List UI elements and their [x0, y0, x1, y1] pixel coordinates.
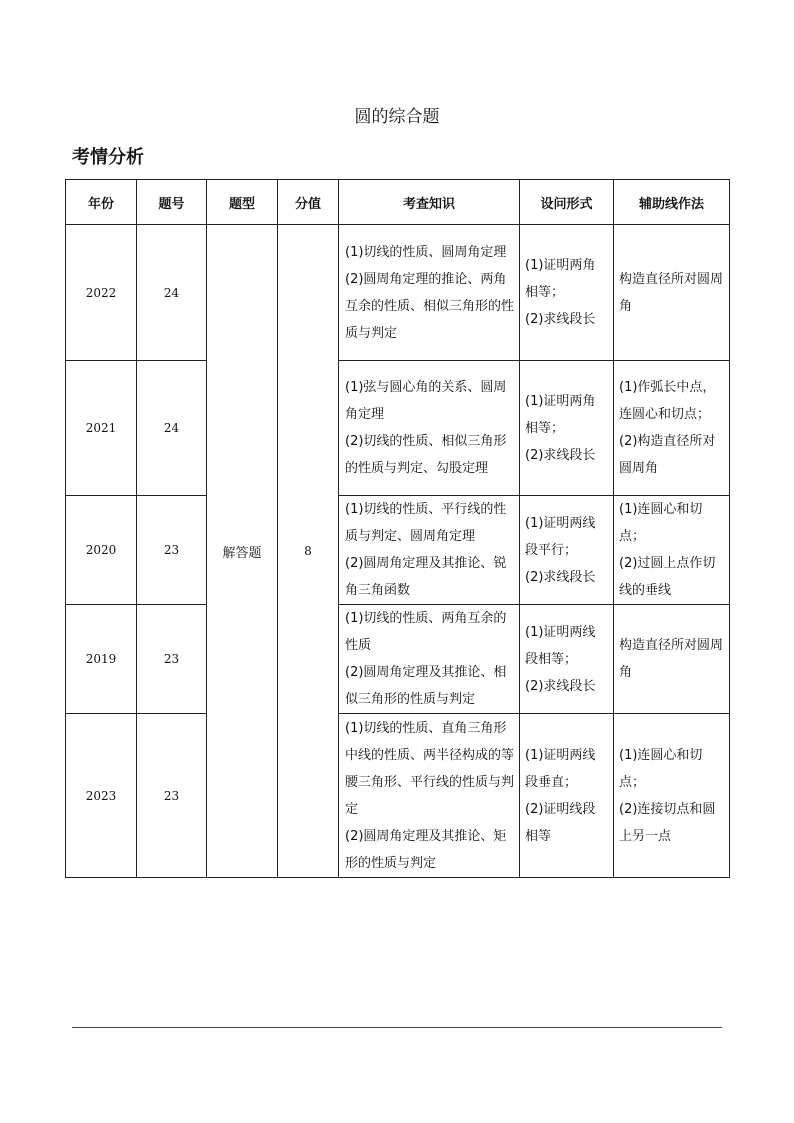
header-score: 分值: [278, 180, 339, 225]
question-line: (1)证明两线段相等；: [525, 624, 596, 667]
aux-line: (2)连接切点和圆上另一点: [619, 801, 716, 844]
cell-year: 2019: [66, 605, 137, 714]
cell-number: 24: [137, 361, 207, 496]
knowledge-line: (1)切线的性质、两角互余的性质: [345, 611, 507, 653]
knowledge-line: (2)圆周角定理及其推论、矩形的性质与判定: [345, 828, 507, 871]
aux-line: (2)构造直径所对圆周角: [619, 434, 716, 476]
knowledge-line: (1)切线的性质、圆周角定理: [345, 244, 507, 260]
cell-number: 23: [137, 605, 207, 714]
cell-auxiliary-line: [614, 496, 730, 605]
footer-divider: [72, 1027, 722, 1028]
cell-knowledge: [339, 361, 520, 496]
cell-type-merged: 解答题: [207, 225, 278, 878]
cell-number: 23: [137, 496, 207, 605]
aux-line: (1)连圆心和切点；: [619, 502, 703, 544]
header-type: 题型: [207, 180, 278, 225]
header-number: 题号: [137, 180, 207, 225]
cell-auxiliary-line: [614, 714, 730, 878]
question-line: (2)求线段长: [525, 569, 596, 585]
header-year: 年份: [66, 180, 137, 225]
aux-line: (2)过圆上点作切线的垂线: [619, 556, 716, 598]
cell-question-form: [520, 714, 614, 878]
knowledge-line: (1)弦与圆心角的关系、圆周角定理: [345, 380, 507, 422]
table-row: [66, 714, 730, 878]
table-row: [66, 361, 730, 496]
cell-knowledge: [339, 225, 520, 361]
knowledge-line: (2)圆周角定理的推论、两角互余的性质、相似三角形的性质与判定: [345, 271, 515, 341]
cell-score-merged: 8: [278, 225, 339, 878]
knowledge-line: (2)圆周角定理及其推论、相似三角形的性质与判定: [345, 665, 507, 707]
cell-year: 2021: [66, 361, 137, 496]
table-header-row: [66, 180, 730, 225]
table-row: [66, 225, 730, 361]
question-line: (1)证明两角相等；: [525, 258, 596, 300]
table-row: [66, 605, 730, 714]
aux-line: (1)连圆心和切点；: [619, 747, 703, 790]
section-heading: 考情分析: [72, 147, 144, 168]
cell-year: 2020: [66, 496, 137, 605]
cell-question-form: [520, 225, 614, 361]
knowledge-line: (2)切线的性质、相似三角形的性质与判定、勾股定理: [345, 434, 507, 476]
cell-year: 2022: [66, 225, 137, 361]
cell-question-form: [520, 496, 614, 605]
table-row: [66, 496, 730, 605]
header-knowledge: 考查知识: [339, 180, 520, 225]
knowledge-line: (1)切线的性质、直角三角形中线的性质、两半径构成的等腰三角形、平行线的性质与判定: [345, 720, 515, 817]
cell-knowledge: [339, 496, 520, 605]
question-line: (1)证明两角相等；: [525, 393, 596, 436]
knowledge-line: (2)圆周角定理及其推论、锐角三角函数: [345, 556, 507, 598]
question-line: (2)求线段长: [525, 447, 596, 463]
cell-year: 2023: [66, 714, 137, 878]
question-line: (2)证明线段相等: [525, 801, 596, 844]
cell-knowledge: [339, 605, 520, 714]
question-line: (1)证明两线段垂直；: [525, 747, 596, 790]
exam-analysis-table: [65, 179, 730, 878]
aux-line: 构造直径所对圆周角: [619, 271, 724, 314]
cell-knowledge: [339, 714, 520, 878]
aux-line: 构造直径所对圆周角: [619, 638, 724, 680]
knowledge-line: (1)切线的性质、平行线的性质与判定、圆周角定理: [345, 502, 507, 544]
cell-number: 24: [137, 225, 207, 361]
header-question-form: 设问形式: [520, 180, 614, 225]
cell-question-form: [520, 361, 614, 496]
cell-auxiliary-line: [614, 225, 730, 361]
header-auxiliary-line: 辅助线作法: [614, 180, 730, 225]
cell-auxiliary-line: [614, 605, 730, 714]
question-line: (1)证明两线段平行；: [525, 515, 596, 558]
cell-number: 23: [137, 714, 207, 878]
document-title: 圆的综合题: [354, 107, 440, 127]
question-line: (2)求线段长: [525, 312, 596, 327]
question-line: (2)求线段长: [525, 678, 596, 694]
aux-line: (1)作弧长中点，连圆心和切点；: [619, 380, 716, 422]
cell-auxiliary-line: [614, 361, 730, 496]
cell-question-form: [520, 605, 614, 714]
